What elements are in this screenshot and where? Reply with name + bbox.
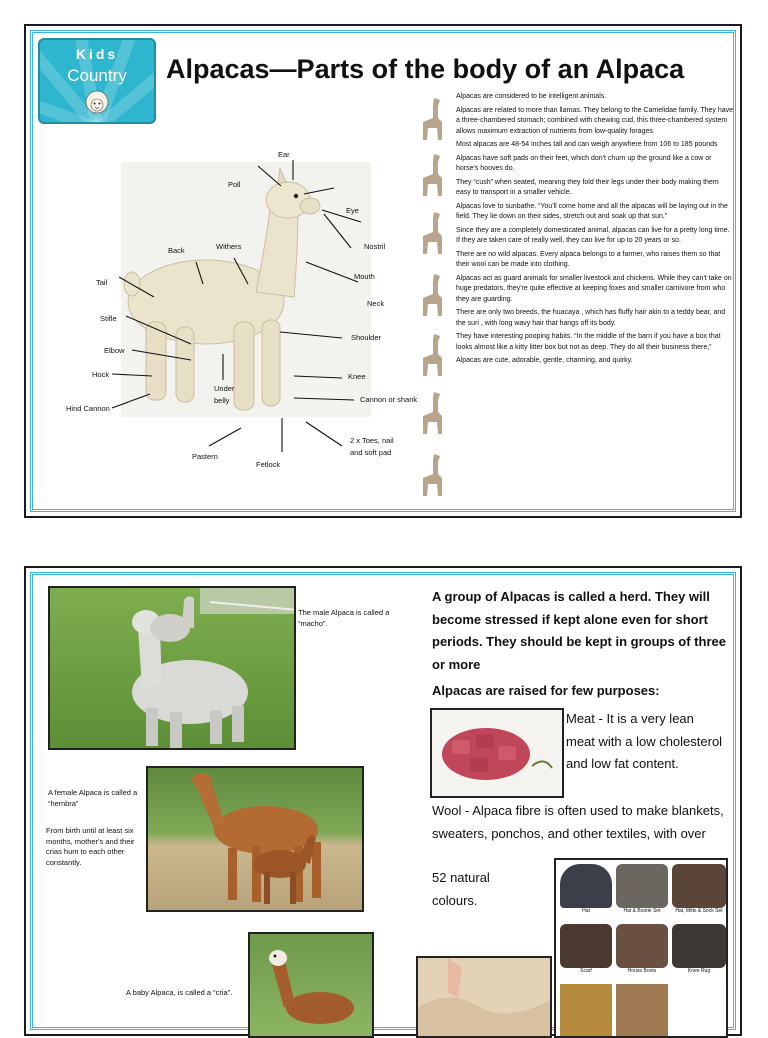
fact-item: Since they are a completely domesticated animal, alpacas can live for a pretty long time. If they are taken care of really well, they can live for up to 20 years or so. <box>456 226 730 244</box>
label-nostril: Nostril <box>364 242 386 251</box>
label-poll: Poll <box>228 180 241 189</box>
wool-text: Wool - Alpaca fibre is often used to make blankets, sweaters, ponchos, and other textiles, with over <box>432 803 724 841</box>
fact-item: Alpacas act as guard animals for smaller livestock and chickens. While they can't take on huge predators, they're quite effective at keeping foxes and smaller carnivore from who they are guarding. <box>456 274 732 303</box>
fact-item: Alpacas have soft pads on their feet, which don't churn up the ground like a cow or horse's hooves do. <box>456 154 712 172</box>
label-stifle: Stifle <box>100 314 117 323</box>
label-hock: Hock <box>92 370 110 379</box>
worksheet-page-2 <box>24 566 742 1036</box>
label-toes: 2 x Toes, nail <box>350 436 394 445</box>
meat-photo <box>430 708 564 798</box>
product-label: House Boots <box>627 968 657 974</box>
product-image <box>560 984 612 1036</box>
cria-photo <box>248 932 374 1038</box>
macho-caption: The male Alpaca is called a “macho”. <box>298 608 390 628</box>
sheep-icon <box>82 88 112 116</box>
label-pastern: Pastern <box>192 452 218 461</box>
label-eye: Eye <box>346 206 359 215</box>
label-mouth: Mouth <box>354 272 375 281</box>
wool-products-grid <box>554 858 728 1038</box>
macho-photo <box>48 586 296 750</box>
product-label: Hat & Bootie Set <box>623 908 661 914</box>
alpaca-facts-list <box>418 92 734 370</box>
label-belly: belly <box>214 396 230 405</box>
product-cell <box>616 924 668 980</box>
product-cell <box>560 924 612 980</box>
worksheet-page-1 <box>24 24 742 518</box>
label-knee: Knee <box>348 372 366 381</box>
mothers-caption: From birth until at least six months, mother's and their crias hum to each other constantly. <box>46 826 135 867</box>
product-image <box>616 984 668 1036</box>
fact-item: Alpacas love to sunbathe. “You'll come home and all the alpacas will be laying out in the field. They lie down on their sides, stretch out and soak up that sun,” <box>456 202 728 220</box>
fleece-photo <box>416 956 552 1038</box>
logo-country-text: Country <box>67 66 127 85</box>
product-cell <box>672 864 726 920</box>
product-label: Knee Rug <box>687 968 711 974</box>
label-tail: Tail <box>96 278 108 287</box>
wool-colours-text: 52 natural colours. <box>432 870 490 908</box>
product-label: Hat, Mitts & Sock Set <box>675 908 723 914</box>
label-neck: Neck <box>367 299 385 308</box>
product-cell <box>616 864 668 920</box>
label-ear: Ear <box>278 150 290 159</box>
fact-item: There are only two breeds, the huacaya , which has fluffy hair akin to a teddy bear, and the suri , with long wavy hair that hangs off its body. <box>456 309 726 327</box>
label-fetlock: Fetlock <box>256 460 281 469</box>
label-cannon-shank: Cannon or shank <box>360 395 418 404</box>
label-under: Under <box>214 384 235 393</box>
page-title: Alpacas—Parts of the body of an Alpaca <box>166 54 685 84</box>
fact-item: They “cush” when seated, meaning they fold their legs under their body making them easy to transport in a smaller vehicle. <box>456 178 719 196</box>
label-shoulder: Shoulder <box>351 333 382 342</box>
fact-item: Alpacas are considered to be intelligent animals. <box>456 93 607 100</box>
fact-item: Alpacas are related to more than llamas. They belong to the Camelidae family. They have a three-chambered stomach; combined with chewing cud, this three-chambered system allows maximum extraction of nutrients from low-quality forages. <box>456 106 734 135</box>
herd-text: A group of Alpacas is called a herd. They will become stressed if kept alone even for short periods. They should be kept in groups of three or more <box>432 589 726 672</box>
cria-caption: A baby Alpaca, is called a “cria”. <box>126 988 233 997</box>
purposes-heading: Alpacas are raised for few purposes: <box>432 683 660 698</box>
label-elbow: Elbow <box>104 346 125 355</box>
product-cell <box>672 924 726 980</box>
product-label: Scarf <box>580 968 592 974</box>
alpaca-body-diagram <box>66 122 426 469</box>
fact-item: They have interesting pooping habits. “In the middle of the barn if you have a box that looks almost like a kitty litter box but not as deep. They do all their business there,” <box>456 333 721 351</box>
logo-kids-text: Kids <box>75 46 119 62</box>
product-label: Hat <box>582 908 590 914</box>
alpaca-icon <box>418 452 446 496</box>
hembra-photo <box>146 766 364 912</box>
fact-item: Alpacas are cute, adorable, gentle, charming, and quirky. <box>456 357 633 364</box>
alpaca-icon <box>418 390 446 434</box>
fact-item: There are no wild alpacas. Every alpaca belongs to a farmer, who raises them so that their wool can be made into clothing. <box>456 250 721 268</box>
label-withers: Withers <box>216 242 242 251</box>
hembra-caption: A female Alpaca is called a “hembra” <box>48 788 138 808</box>
label-hind-cannon: Hind Cannon <box>66 404 110 413</box>
fact-item: Most alpacas are 48-54 inches tall and can weigh anywhere from 106 to 185 pounds <box>456 141 718 148</box>
meat-text: Meat - It is a very lean meat with a low cholesterol and low fat content. <box>566 711 723 771</box>
kids-country-logo <box>38 38 156 124</box>
label-back: Back <box>168 246 185 255</box>
label-soft-pad: and soft pad <box>350 448 392 457</box>
product-cell <box>560 864 612 920</box>
